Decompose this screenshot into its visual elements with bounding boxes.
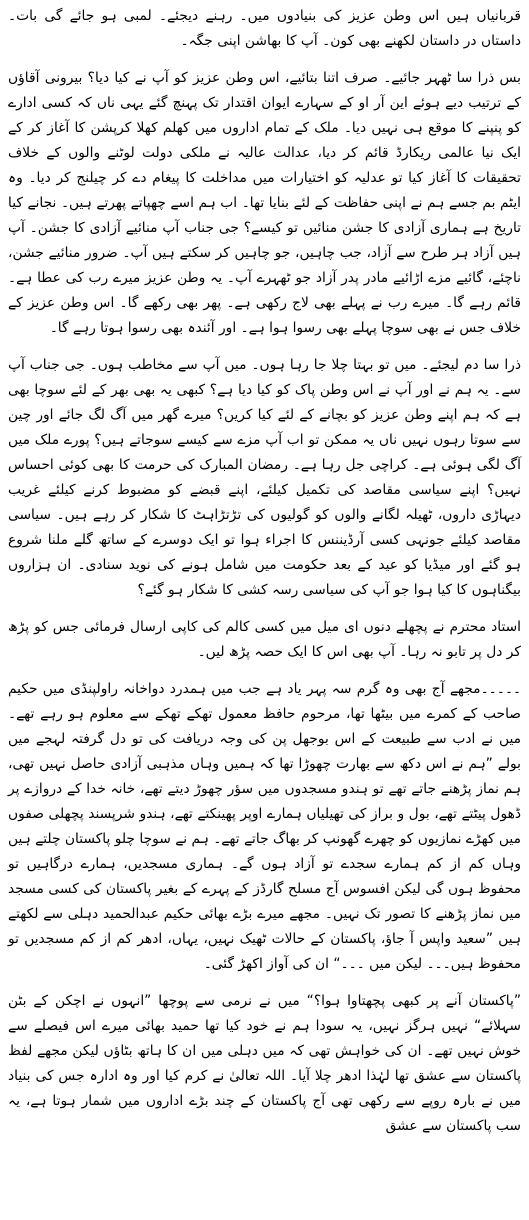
paragraph-email-note: استاد محترم نے پچھلے دنوں ای میل میں کسی کالم کی کاپی ارسال فرمائی جس کو پڑھ کر دل پر تابو نہ رہا۔ آپ بھی اس کا ایک حصہ پڑھ لیں۔	[8, 619, 521, 660]
paragraph-address: ذرا سا دم لیجئے۔ میں تو بہتا چلا جا رہا ہوں۔ میں آپ سے مخاطب ہوں۔ جی جناب آپ سے۔ یہ ہم نے اور آپ نے اس وطن پاک کو کیا دیا ہے؟ کبھی یہ بھی بھر کے لئے سوچا بھی ہے کہ ہم اپنے وطن عزیز کو بچانے کے لئے کیا کریں؟ میرے گھر میں آگ لگ جائے اور چین سے سوتا رہوں نہیں ناں یہ ممکن تو اب آپ مزے سے کیسے سوجاتے ہیں؟ پورے ملک میں آگ لگی ہوئی ہے۔ کراچی جل رہا ہے۔ رمضان المبارک کی حرمت کا بھی کوئی احساس نہیں؟ اپنے سیاسی مقاصد کی تکمیل کیلئے، اپنے قبضے کو مضبوط کرنے کیلئے غریب دیہاڑی داروں، ٹھیلہ لگانے والوں کو گولیوں کی تڑتڑاہٹ کا شکار کر رہے ہیں۔ سیاسی مقاصد کیلئے جونہی کسی آرڈیننس کا اجراء ہوا تو ایک دوسرے کے ساتھ گلے ملنا شروع ہو گئے اور میڈیا کو عید کے بعد حکومت میں شامل ہونے کی نوید سنادی۔ ان ہزاروں بیگناہوں کا کیا ہوا جو آپ کی سیاسی رسہ کشی کا شکار ہو گئے؟	[8, 357, 521, 598]
paragraph-intro: قربانیاں ہیں اس وطن عزیز کی بنیادوں میں۔ رہنے دیجئے۔ لمبی ہو جائے گی بات۔ داستاں در داستان لکھنے بھی کون۔ آپ کا بھاشن اپنی جگہ۔	[8, 8, 521, 49]
paragraph-quoted-memory: ۔۔۔۔۔مجھے آج بھی وہ گرم سہ پہر یاد ہے جب میں ہمدرد دواخانہ راولپنڈی میں حکیم صاحب کے کمرے میں بیٹھا تھا، مرحوم حافظ معمول تھکے تھکے سے معلوم ہو رہے تھے۔ میں نے ادب سے طبیعت کے اس بوجھل پن کی وجہ دریافت کی تو دل گرفتہ لہجے میں بولے ”ہم نے اس دکھ سے بھارت چھوڑا تھا کہ ہمیں وہاں مذہبی آزادی حاصل نہیں تھی، ہم نماز پڑھنے جاتے تھے تو ہندو مسجدوں میں سؤر چھوڑ دیتے تھے، خانہ خدا کے دروازے پر ڈھول پیٹتے تھے، بول و براز کی تھیلیاں ہمارے اوپر پھینکتے تھے، ہندو شرپسند پچھلی صفوں میں کھڑے نمازیوں کو چھرے گھونپ کر بھاگ جاتے تھے۔ ہم نے سوچا چلو پاکستان چلتے ہیں وہاں کم از کم ہمارے سجدے تو آزاد ہوں گے۔ ہماری مسجدیں، ہمارے درگاہیں تو محفوظ ہوں گی لیکن افسوس آج مسلح گارڈز کے پہرے کے بغیر پاکستان کی کسی مسجد میں نماز پڑھنے کا تصور تک نہیں۔ مجھے میرے بڑے بھائی حکیم عبدالحمید دہلی سے لکھتے ہیں ”سعید واپس آ جاؤ، پاکستان کے حالات ٹھیک نہیں، یہاں، ادھر کم از کم مسجدیں تو محفوظ ہیں۔۔۔ لیکن میں ۔۔۔“ ان کی آواز اکھڑ گئی۔	[8, 681, 521, 972]
paragraph-question: بس ذرا سا ٹھہر جائیے۔ صرف اتنا بتائیے، اس وطن عزیز کو آپ نے کیا دیا؟ بیرونی آقاؤں کے ترتیب دیے ہوئے این آر او کے سہارے ایوان اقتدار تک پہنچ گئے یہی ناں کہ کسی ادارے کو پنپنے کا موقع ہی نہیں دیا۔ ملک کے تمام اداروں میں کھلم کھلا کرپشن کا آغاز کر کے ایک نیا عالمی ریکارڈ قائم کر دیا، عدالت عالیہ نے ملکی دولت لوٹنے والوں کے خلاف تحقیقات کا آغاز کیا تو عدلیہ کو اختیارات میں مداخلت کا پیغام دے کر چیلنج کر دیا۔ وہ ایٹم بم جسے ہم نے اپنی حفاظت کے لئے بنایا تھا۔ اب ہم اسے چھپاتے پھرتے ہیں۔ نجانے کیا تاریخ ہے ہماری آزادی کا جشن منائیں تو کیسے؟ جی جناب آپ منائیے آزادی کا جشن۔ آپ ہیں آزاد ہر طرح سے آزاد، جب چاہیں، جو چاہیں کر سکتے ہیں آپ۔ ضرور منائیے جشن، ناچئے، گائیے مزے اڑائیے مادر پدر آزاد جو ٹھہرے آپ۔ یہ وطن عزیز میرے رب کی عطا ہے۔ قائم رہے گا۔ میرے رب نے پہلے بھی لاج رکھی ہے۔ پھر بھی رکھے گا۔ اس وطن عزیز کے خلاف جس نے بھی سوچا پہلے بھی رسوا ہوا ہے۔ اور آئندہ بھی رسوا ہوتا رہے گا۔	[8, 70, 521, 336]
paragraph-quoted-dialogue: ”پاکستان آنے پر کبھی پچھتاوا ہوا؟“ میں نے نرمی سے پوچھا ”انہوں نے اچکن کے بٹن سہلائے“ نہیں ہرگز نہیں، یہ سودا ہم نے خود کیا تھا حمید بھائی میرے اس فیصلے سے خوش نہیں تھے۔ ان کی خواہش تھی کہ میں دہلی میں ان کا ہاتھ بٹاؤں لیکن مجھے لفظ پاکستان سے عشق تھا لہٰذا ادھر چلا آیا۔ اللہ تعالیٰ نے کرم کیا اور وہ ادارہ جس کی بنیاد میں نے بارہ روپے سے رکھی تھی آج پاکستان کے چند بڑے اداروں میں شمار ہوتا ہے، یہ سب پاکستان سے عشق	[8, 993, 521, 1134]
